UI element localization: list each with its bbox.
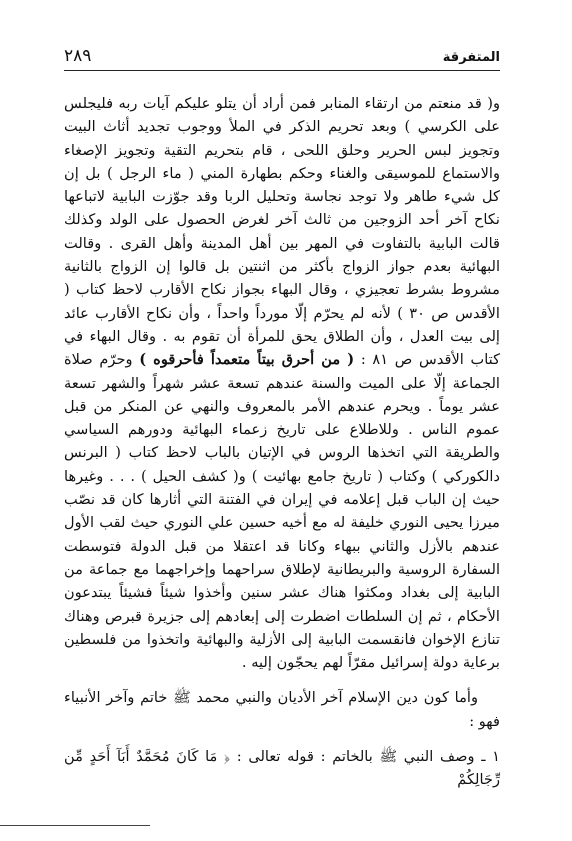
quran-quote: ﴿ مَا كَانَ مُحَمَّدٌ أَبَآ أَحَدٍ مِّن رِّجَالِكُمْ (64, 748, 500, 789)
page-body (64, 92, 500, 806)
paragraph-text-continued: وحرّم صلاة الجماعة إلّا على الميت والسنة عندهم تسعة عشر شهراً والشهر تسعة عشر يوماً . ويحرم عندهم الأمر بالمعروف والنهي عن المنكر من قبل عموم الناس . وللاطلاع على تاريخ زعماء البهائية ودورهم السياسي والطريقة التي اتخذها الروس في الإتيان بالباب لاحظ كتاب ( البرنس دالكوركي ) وكتاب ( تاريخ جامع بهائيت ) و( كشف الحيل ) . . . وغيرها حيث إن الباب قبل إعلامه في إيران في الفتنة التي أثارها كان قد نصّب ميرزا يحيى النوري خليفة له مع أخيه حسين علي النوري حيث لقب الأول عندهم بالأزل والثاني ببهاء وكانا قد اعتقلا من قبل الدولة فتوسطت السفارة الروسية والبريطانية لإطلاق سراحهما وإخراجهما مع جماعة من البابية إلى بغداد ومكثوا هناك عشر سنين وأخذوا شيئاً فشيئاً يبتدعون الأحكام ، ثم إن السلطات اضطرت إلى إبعادهم إلى جزيرة قبرص وهناك تنازع الإخوان فانقسمت البابية إلى الأزلية والبهائية واتخذوا من فلسطين برعاية دولة إسرائيل مقرّاً لهم يحجّون إليه . (64, 351, 500, 672)
header-divider (64, 70, 500, 71)
item-label: ١ ـ وصف النبي ﷺ بالخاتم : قوله تعالى : (236, 748, 500, 766)
page-header (64, 44, 500, 70)
numbered-item (64, 745, 500, 792)
running-title: المتفرقة (442, 50, 500, 65)
body-paragraph (64, 92, 500, 674)
footnote-divider (0, 825, 150, 826)
paragraph-text: و( قد منعتم من ارتقاء المنابر فمن أراد أن يتلو عليكم آيات ربه فليجلس على الكرسي ) وبعد تحريم الذكر في الملأ ووجوب تجديد أثاث البيت وتجويز لبس الحرير وحلق اللحى ، قام بتحريم التقية وتجويز الإصغاء والاستماع للموسيقى والغناء وحكم بطهارة المني ( ماء الرجل ) بل إن كل شيء طاهر ولا توجد نجاسة وتحليل الربا وقد جوّزت البابية لاتباعها نكاح آخر أحد الزوجين من ثالث آخر لغرض الحصول على الولد وكذلك قالت البابية بالتفاوت في المهر بين أهل المدينة وأهل القرى . وقالت البهائية بعدم جواز الزواج بأكثر من اثنتين بل قالوا إن الزواج بالثانية مشروط بشرط تعجيزي ، وقال البهاء بجواز نكاح الأقارب لاحظ كتاب ( الأقدس ص ٣٠ ) لأنه لم يحرّم إلّا مورداً واحداً ، وأن نكاح الأقارب عائد إلى بيت العدل ، وأن الطلاق يحق للمرأة أن تقوم به . وقال البهاء في كتاب الأقدس ص ٨١ : (64, 95, 501, 369)
bold-quote: ( من أحرق بيتاً متعمداً فأحرقوه ) (139, 351, 355, 369)
intro-paragraph: وأما كون دين الإسلام آخر الأديان والنبي محمد ﷺ خاتم وآخر الأنبياء فهو : (64, 689, 500, 730)
page-number: ٢٨٩ (64, 46, 92, 66)
